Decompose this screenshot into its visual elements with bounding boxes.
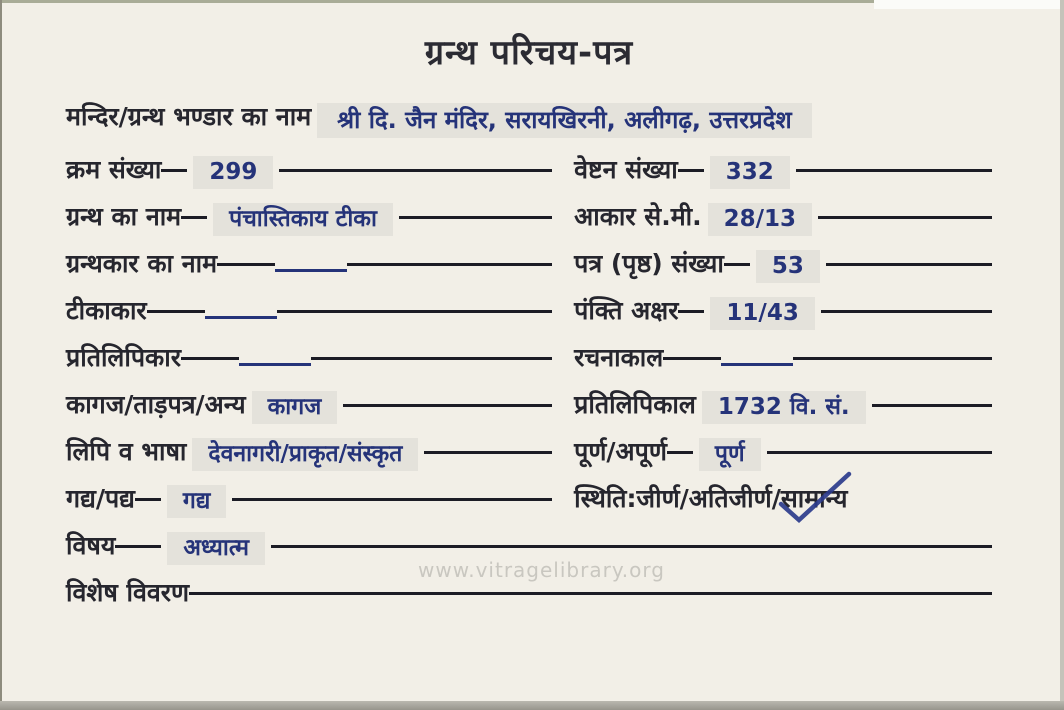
field-label-sthiti-prefix: स्थिति:जीर्ण/अतिजीर्ण/ — [574, 484, 781, 513]
field-label-granthkar-naam: ग्रन्थकार का नाम — [66, 249, 218, 278]
field-label-pratilipikar: प्रतिलिपिकार — [66, 343, 181, 372]
field-value-patra-sankhya: 53 — [756, 250, 820, 283]
ruled-line — [161, 169, 187, 189]
field-value-pratilipikaal: 1732 वि. सं. — [702, 391, 866, 424]
field-lipi-bhasha — [66, 435, 552, 471]
ruled-line — [667, 451, 693, 471]
blank-dash — [721, 363, 793, 375]
row-granthnaam-aakar — [66, 200, 992, 247]
ruled-line — [793, 357, 992, 375]
field-aakar — [574, 200, 992, 236]
field-kagaj — [66, 388, 552, 424]
ruled-line — [663, 357, 721, 375]
scan-edge-right — [1060, 0, 1064, 710]
field-value-vishay: अध्यात्म — [167, 532, 265, 565]
blank-dash — [275, 269, 347, 281]
ruled-line — [343, 404, 552, 424]
field-patra-sankhya — [574, 247, 992, 283]
ruled-line — [399, 216, 552, 236]
row-vishesh-vivaran — [66, 576, 992, 623]
field-label-vishesh-vivaran: विशेष विवरण — [66, 578, 190, 607]
row-tikakar-pankti — [66, 294, 992, 341]
field-label-tikakar: टीकाकार — [66, 296, 147, 325]
ruled-line — [311, 357, 552, 375]
row-pratilipikar-rachnakal — [66, 341, 992, 388]
field-value-gadya-padya: गद्य — [167, 485, 226, 518]
sthiti-checked-option — [781, 482, 848, 516]
ruled-line — [767, 451, 992, 471]
field-granth-naam — [66, 200, 552, 236]
field-label-bhandar: मन्दिर/ग्रन्थ भण्डार का नाम — [66, 102, 312, 131]
ruled-line — [181, 216, 207, 236]
field-veshtan-sankhya — [574, 153, 992, 189]
field-granthkar-naam — [66, 247, 552, 281]
ruled-line — [217, 263, 275, 281]
ruled-line — [135, 498, 161, 518]
field-value-pankti-akshar: 11/43 — [710, 297, 814, 330]
scan-edge-left — [0, 0, 2, 710]
field-value-veshtan-sankhya: 332 — [710, 156, 790, 189]
row-kram-veshtan — [66, 153, 992, 200]
field-label-sthiti — [574, 482, 847, 516]
ruled-line — [189, 592, 992, 595]
ruled-line — [821, 310, 992, 330]
row-gadya-sthiti — [66, 482, 992, 529]
ruled-line — [872, 404, 992, 424]
ruled-line — [277, 310, 552, 328]
field-value-purna-apurna: पूर्ण — [699, 438, 761, 471]
field-label-aakar: आकार से.मी. — [574, 202, 702, 231]
field-label-kagaj: कागज/ताड़पत्र/अन्य — [66, 390, 246, 419]
page-title: ग्रन्थ परिचय-पत्र — [424, 33, 634, 73]
field-value-bhandar: श्री दि. जैन मंदिर, सरायखिरनी, अलीगढ़, उत्तरप्रदेश — [317, 103, 812, 138]
field-label-pratilipikaal: प्रतिलिपिकाल — [574, 390, 696, 419]
ruled-line — [826, 263, 992, 283]
field-value-kagaj: कागज — [252, 391, 338, 424]
field-label-pankti-akshar: पंक्ति अक्षर — [574, 296, 679, 325]
row-bhandar — [66, 100, 992, 153]
sthiti-checked-word: सामान्य — [780, 484, 848, 513]
field-label-veshtan-sankhya: वेष्टन संख्या — [574, 155, 678, 184]
blank-dash — [239, 363, 311, 375]
field-label-kram-sankhya: क्रम संख्या — [66, 155, 162, 184]
row-vishay — [66, 529, 992, 576]
field-value-kram-sankhya: 299 — [193, 156, 273, 189]
row-lipi-purna — [66, 435, 992, 482]
ruled-line — [678, 169, 704, 189]
ruled-line — [424, 451, 552, 471]
row-kagaj-pratilipikaal — [66, 388, 992, 435]
field-value-lipi-bhasha: देवनागरी/प्राकृत/संस्कृत — [192, 438, 418, 471]
field-pankti-akshar — [574, 294, 992, 330]
ruled-line — [232, 498, 552, 518]
field-purna-apurna — [574, 435, 992, 471]
ruled-line — [181, 357, 239, 375]
field-value-granth-naam: पंचास्तिकाय टीका — [213, 203, 393, 236]
ruled-line — [115, 545, 161, 548]
ruled-line — [678, 310, 704, 330]
ruled-line — [147, 310, 205, 328]
field-pratilipikar — [66, 341, 552, 375]
ruled-line — [724, 263, 750, 283]
field-label-gadya-padya: गद्य/पद्य — [66, 484, 135, 513]
ruled-line — [347, 263, 552, 281]
field-gadya-padya — [66, 482, 552, 518]
ruled-line — [818, 216, 992, 236]
blank-dash — [205, 316, 277, 328]
field-label-granth-naam: ग्रन्थ का नाम — [66, 202, 182, 231]
field-sthiti — [574, 482, 992, 516]
row-granthkar-patra — [66, 247, 992, 294]
card-content — [66, 22, 992, 623]
field-value-aakar: 28/13 — [708, 203, 812, 236]
field-label-vishay: विषय — [66, 531, 116, 560]
field-label-lipi-bhasha: लिपि व भाषा — [66, 437, 187, 466]
field-kram-sankhya — [66, 153, 552, 189]
field-rachnakal — [574, 341, 992, 375]
watermark: www.vitragelibrary.org — [418, 558, 665, 582]
field-label-rachnakal: रचनाकाल — [574, 343, 664, 372]
field-label-patra-sankhya: पत्र (पृष्ठ) संख्या — [574, 249, 724, 278]
field-label-purna-apurna: पूर्ण/अपूर्ण — [574, 437, 667, 466]
ruled-line — [271, 545, 992, 548]
field-tikakar — [66, 294, 552, 328]
scan-edge-bottom — [0, 701, 1064, 710]
scan-corner-top-right — [874, 0, 1064, 9]
ruled-line — [279, 169, 552, 189]
ruled-line — [796, 169, 992, 189]
field-pratilipikaal — [574, 388, 992, 424]
